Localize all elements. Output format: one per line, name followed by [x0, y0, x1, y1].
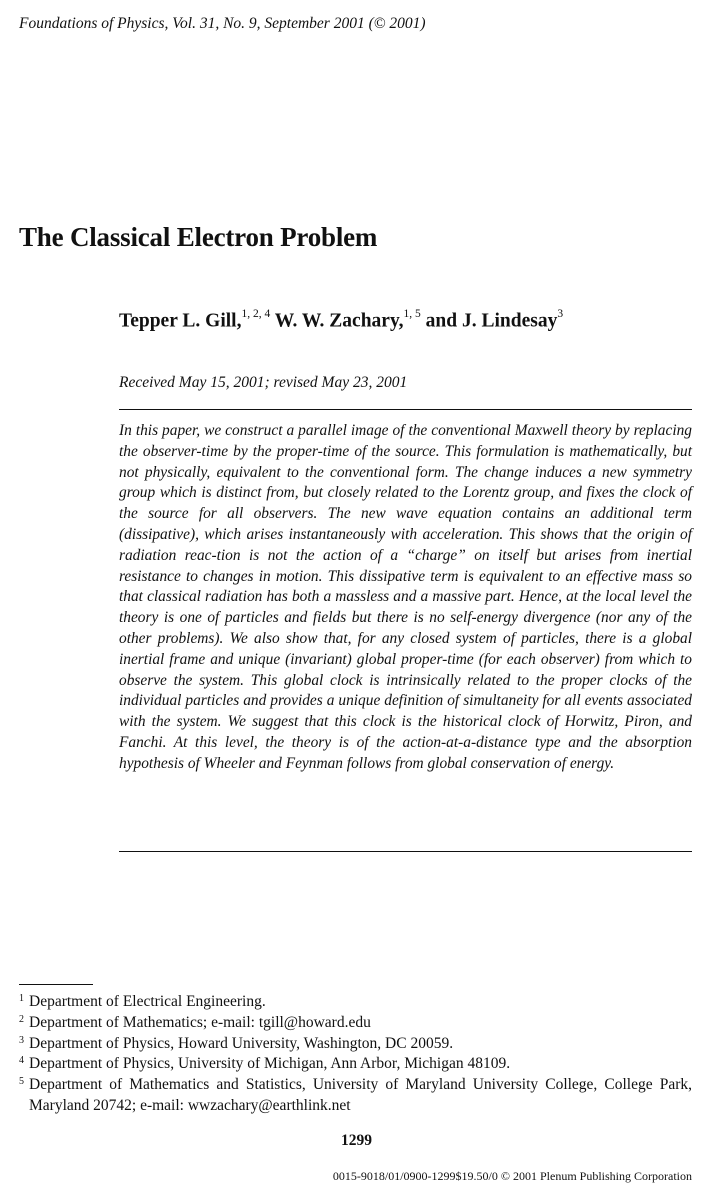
- author-name: and J. Lindesay: [425, 310, 558, 332]
- footnote: [19, 1054, 692, 1075]
- footnote: [19, 1034, 692, 1055]
- author-name: W. W. Zachary,: [274, 310, 404, 332]
- footnote-text: Department of Mathematics and Statistics, University of Maryland University College, College Park, Maryland 20742; e-mail: wwzachary@earthlink.net: [29, 1076, 692, 1114]
- footnote-text: Department of Physics, Howard University, Washington, DC 20059.: [29, 1034, 454, 1052]
- footnote: [19, 1013, 692, 1034]
- footnote-mark: 5: [19, 1076, 24, 1088]
- copyright-line: 0015-9018/01/0900-1299$19.50/0 © 2001 Plenum Publishing Corporation: [332, 1169, 692, 1183]
- footnotes: [19, 992, 692, 1117]
- footnote-mark: 1: [19, 993, 24, 1004]
- author-affiliation-marks: 1, 2, 4: [241, 308, 271, 320]
- paper-title: The Classical Electron Problem: [19, 222, 378, 252]
- abstract-top-rule: [119, 409, 692, 410]
- footnote-mark: 3: [19, 1034, 24, 1046]
- author-affiliation-marks: 3: [557, 308, 564, 320]
- author-list: [119, 310, 563, 333]
- footnote-text: Department of Physics, University of Michigan, Ann Arbor, Michigan 48109.: [29, 1055, 511, 1073]
- page-number: 1299: [341, 1132, 372, 1149]
- journal-header: Foundations of Physics, Vol. 31, No. 9, September 2001 (© 2001): [19, 15, 426, 32]
- footnote: [19, 1075, 692, 1117]
- footnote: [19, 992, 692, 1013]
- received-dates: Received May 15, 2001; revised May 23, 2001: [119, 374, 408, 391]
- abstract-bottom-rule: [119, 851, 692, 852]
- footnote-text: Department of Electrical Engineering.: [29, 993, 266, 1010]
- author-name: Tepper L. Gill,: [119, 310, 242, 332]
- footnote-separator: [19, 984, 93, 985]
- abstract-text: In this paper, we construct a parallel image of the conventional Maxwell theory by replacing the observer-time by the proper-time of the source. This formulation is mathematically, but not physically, equivalent to the conventional form. The change induces a new symmetry group which is distinct from, but closely related to the Lorentz group, and fixes the clock of the source for all observers. The new wave equation contains an additional term (dissipative), which arises instantaneously with acceleration. This shows that the origin of radiation reac-tion is not the action of a “charge” on itself but arises from inertial resistance to changes in motion. This dissipative term is equivalent to an effective mass so that classical radiation has both a massless and a massive part. Hence, at the local level the theory is one of particles and fields but there is no self-energy divergence (nor any of the other problems). We also show that, for any closed system of particles, there is a global inertial frame and unique (invariant) global proper-time (for each observer) from which to observe the system. This global clock is intrinsically related to the proper clocks of the individual particles and provides a unique definition of simultaneity for all events associated with the system. We suggest that this clock is the historical clock of Horwitz, Piron, and Fanchi. At this level, the theory is of the action-at-a-distance type and the absorption hypothesis of Wheeler and Feynman follows from global conservation of energy.: [119, 422, 692, 772]
- author-affiliation-marks: 1, 5: [403, 308, 421, 320]
- footnote-mark: 4: [19, 1055, 24, 1067]
- footnote-text: Department of Mathematics; e-mail: tgill@howard.edu: [29, 1013, 371, 1031]
- footnote-mark: 2: [19, 1013, 24, 1025]
